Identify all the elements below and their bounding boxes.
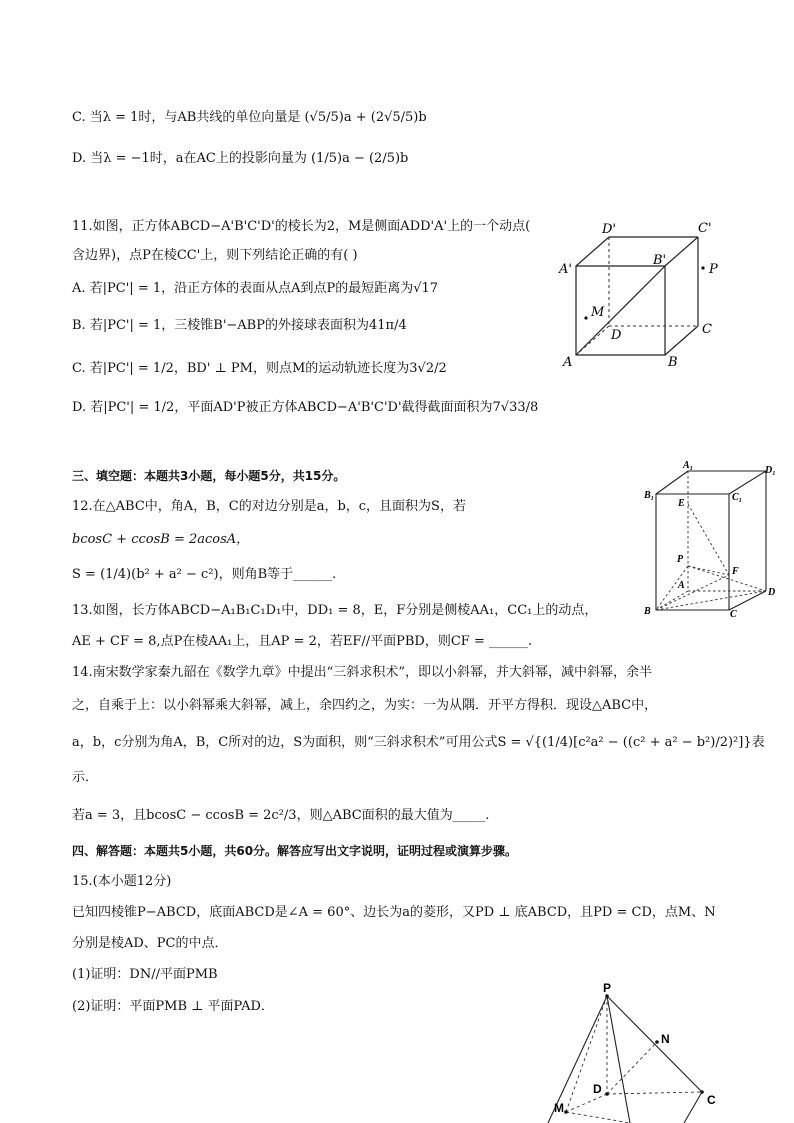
label-d: D [593,1082,602,1096]
label-c1: C₁ [732,492,743,503]
q11-stem-line2: 含边界)，点P在棱CC'上，则下列结论正确的有( ) [72,248,358,263]
q12-line3: S = (1/4)(b² + a² − c²)，则角B等于______. [72,567,337,582]
point-m-dot [584,316,587,319]
label-c: C [730,609,737,620]
q14-line4: 示． [72,770,99,785]
label-a-prime: A' [559,262,572,277]
pyramid-figure [540,976,740,1123]
q13-line1: 13.如图，长方体ABCD−A₁B₁C₁D₁中，DD₁ = 8，E，F分别是侧棱AA₁，CC₁上的动点， [72,603,598,618]
q14-line1: 14.南宋数学家秦九韶在《数学九章》中提出“三斜求积术”，即以小斜幂，并大斜幂，减中斜幂，余半 [72,665,652,680]
q11-option-d: D. 若|PC'| = 1/2，平面AD'P被正方体ABCD−A'B'C'D'截得截面面积为7√33/8 [72,400,539,415]
section-4-title: 四、解答题：本题共5小题，共60分。解答应写出文字说明，证明过程或演算步骤。 [72,844,518,858]
q12-line2: bcosC + ccosB = 2acosA， [72,532,250,547]
q14-line5: 若a = 3，且bcosC − ccosB = 2c²/3，则△ABC面积的最大值为_____. [72,808,490,823]
q10-option-c: C. 当λ = 1时，与AB共线的单位向量是 (√5/5)a + (2√5/5)b [72,110,427,125]
label-d-prime: D' [602,222,616,237]
q11-option-a: A. 若|PC'| = 1，沿正方体的表面从点A到点P的最短距离为√17 [72,281,439,296]
label-p: P [677,554,684,565]
label-f: F [732,566,739,577]
label-n: N [661,1032,670,1046]
q11-option-c: C. 若|PC'| = 1/2，BD' ⊥ PM，则点M的运动轨迹长度为3√2/2 [72,361,447,376]
q11-option-b: B. 若|PC'| = 1，三棱锥B'−ABP的外接球表面积为41π/4 [72,318,407,333]
label-b: B [644,606,651,617]
label-c: C [702,322,712,337]
label-b1: B₁ [644,490,655,501]
q15-line4: (1)证明：DN//平面PMB [72,967,218,982]
label-a1: A₁ [683,460,694,471]
q13-line2: AE + CF = 8,点P在棱AA₁上，且AP = 2，若EF//平面PBD，则CF = ______. [72,634,533,649]
label-e: E [678,498,685,509]
q15-line1: 15.(本小题12分) [72,874,172,889]
label-d1: D₁ [765,465,776,476]
label-a: A [678,580,685,591]
label-c: C [707,1093,716,1107]
label-p: P [603,981,612,995]
label-d: D [768,587,776,598]
prism-figure [640,458,790,620]
point-p-dot [701,266,704,269]
label-m: M [554,1101,564,1115]
q12-line1: 12.在△ABC中，角A，B，C的对边分别是a，b，c，且面积为S，若 [72,499,466,514]
label-m: M [591,305,605,320]
q11-stem-line1: 11.如图，正方体ABCD−A'B'C'D'的棱长为2，M是侧面ADD'A'上的一个动点( [72,219,531,234]
label-b-prime: B' [653,253,667,268]
cube-figure [548,214,728,374]
label-a: A [563,355,573,370]
q10-option-d: D. 当λ = −1时，a在AC上的投影向量为 (1/5)a − (2/5)b [72,151,409,166]
section-3-title: 三、填空题：本题共3小题，每小题5分，共15分。 [72,469,346,483]
q14-line3: a，b，c分别为角A，B，C所对的边，S为面积，则“三斜求积术”可用公式S = √{(1/4)[c²a² − ((c² + a² − b²)/2)²]}表 [72,735,765,750]
label-b: B [668,355,678,370]
q15-line2: 已知四棱锥P−ABCD，底面ABCD是∠A = 60°、边长为a的菱形，又PD ⊥ 底ABCD，且PD = CD，点M、N [72,905,716,920]
label-d: D [611,328,622,343]
q14-line2: 之，自乘于上：以小斜幂乘大斜幂，减上，余四约之，为实：一为从隅．开平方得积．现设△ABC中， [72,698,658,713]
label-p: P [709,262,718,277]
label-c-prime: C' [698,221,712,236]
q15-line3: 分别是棱AD、PC的中点． [72,936,228,951]
q15-line5: (2)证明：平面PMB ⊥ 平面PAD． [72,999,274,1014]
